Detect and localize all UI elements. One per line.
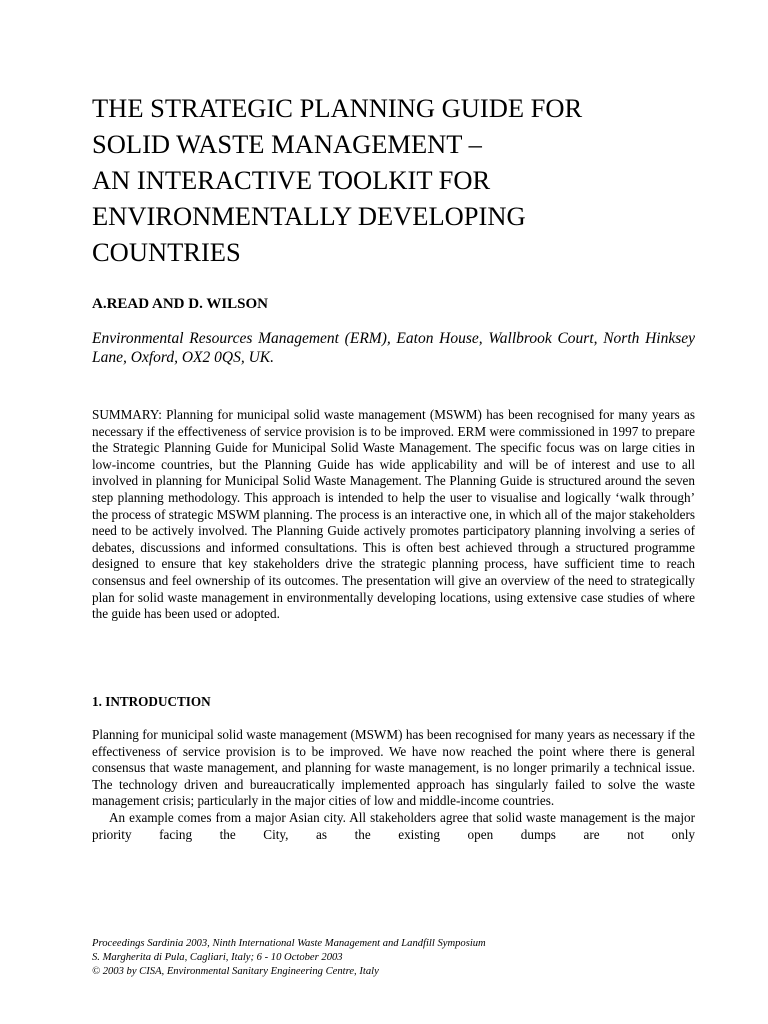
intro-paragraph: An example comes from a major Asian city. All stakeholders agree that solid waste management is the major priority facing the City, as the existing open dumps are not only	[92, 809, 695, 842]
footer-line: © 2003 by CISA, Environmental Sanitary Engineering Centre, Italy	[92, 966, 379, 978]
footer-line: S. Margherita di Pula, Cagliari, Italy; 6 - 10 October 2003	[92, 952, 343, 964]
title-line: THE STRATEGIC PLANNING GUIDE FOR	[92, 93, 583, 123]
intro-paragraph: Planning for municipal solid waste management (MSWM) has been recognised for many years as necessary if the effectiveness of service provision is to be improved. We have now reached the point where there is general consensus that waste management, and planning for waste management, is no longer primarily a technical issue. The technology driven and bureaucratically implemented approach has singularly failed to solve the waste management crisis; particularly in the major cities of low and middle-income countries.	[92, 727, 695, 809]
affiliation: Environmental Resources Management (ERM), Eaton House, Wallbrook Court, North Hinksey Lane, Oxford, OX2 0QS, UK.	[92, 330, 695, 366]
proceedings-footer	[92, 937, 695, 980]
authors: A.READ AND D. WILSON	[92, 296, 269, 312]
title-line: AN INTERACTIVE TOOLKIT FOR	[92, 165, 491, 195]
section-heading-introduction: 1. INTRODUCTION	[92, 694, 211, 709]
paper-title	[92, 90, 695, 270]
title-line: COUNTRIES	[92, 237, 241, 267]
summary-paragraph: SUMMARY: Planning for municipal solid waste management (MSWM) has been recognised for many years as necessary if the effectiveness of service provision is to be improved. ERM were commissioned in 1997 to prepare the Strategic Planning Guide for Municipal Solid Waste Management. The specific focus was on large cities in low-income countries, but the Planning Guide has wide applicability and will be of interest and use to all involved in planning for Municipal Solid Waste Management. The Planning Guide is structured around the seven step planning methodology. This approach is intended to help the user to visualise and logically ‘walk through’ the process of strategic MSWM planning. The process is an interactive one, in which all of the major stakeholders need to be actively involved. The Planning Guide actively promotes participatory planning involving a series of debates, discussions and informed consultations. This is often best achieved through a structured programme designed to ensure that key stakeholders drive the strategic planning process, have sufficient time to reach consensus and feel ownership of its outcomes. The presentation will give an overview of the need to strategically plan for solid waste management in environmentally developing locations, using extensive case studies of where the guide has been used or adopted.	[92, 407, 695, 622]
footer-line: Proceedings Sardinia 2003, Ninth International Waste Management and Landfill Symposium	[92, 938, 486, 949]
introduction-body	[92, 727, 695, 843]
title-line: ENVIRONMENTALLY DEVELOPING	[92, 201, 526, 231]
title-line: SOLID WASTE MANAGEMENT –	[92, 129, 482, 159]
